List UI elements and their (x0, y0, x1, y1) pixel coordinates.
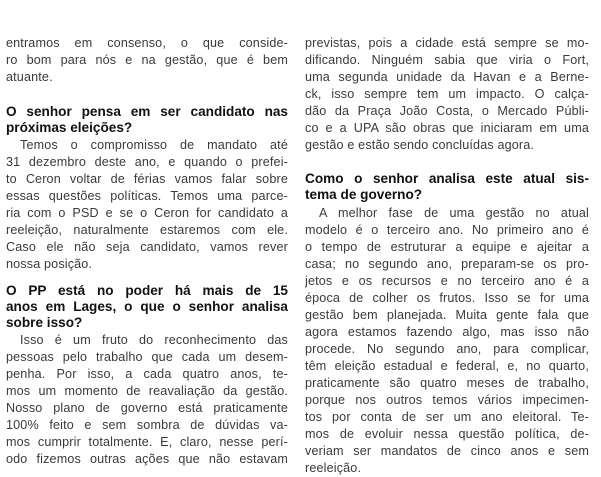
text-line: ria com o PSD e se o Ceron for candidato a (6, 206, 288, 220)
text-line: Caso ele não seja candidato, vamos rever (6, 240, 288, 254)
question-line: sobre isso? (6, 315, 83, 330)
text-line: entramos em consenso, o que conside- (6, 36, 288, 50)
text-line: mos um momento de reavaliação da gestão. (6, 384, 288, 398)
question-line: tema de governo? (305, 187, 423, 202)
text-line: agora estamos fazendo algo, mas isso não (305, 325, 589, 339)
text-line: Temos o compromisso de mandato até (20, 138, 288, 152)
text-line: modelo é o terceiro ano. No primeiro ano é (305, 223, 589, 237)
text-line: veriam ser mandatos de cinco anos e sem (305, 444, 589, 458)
text-line: reeleição, naturalmente estaremos com ele. (6, 223, 288, 237)
text-line: pessoas pelo trabalho que cada um desem- (6, 350, 288, 364)
text-line: dificando. Ninguém sabia que viria o Fort, (305, 53, 589, 67)
question-line: O senhor pensa em ser candidato nas (6, 104, 288, 119)
text-line: tos por conta de ser um ano eleitoral. Te- (305, 410, 589, 424)
text-line: dão da Praça João Costa, o Mercado Públi- (305, 104, 589, 118)
text-line: Nosso plano de governo está praticamente (6, 401, 288, 415)
text-line: jetos e os recursos e no terceiro ano é a (305, 274, 589, 288)
text-line: mos de evoluir nessa questão política, de- (305, 427, 589, 441)
text-line: ck, isso sempre tem um impacto. O calça- (305, 87, 589, 101)
text-line: reeleição. (305, 461, 362, 475)
text-line: odo fizemos outras ações que não estavam (6, 452, 288, 466)
text-line: época de colher os frutos. Isso se for uma (305, 291, 589, 305)
text-line: casa; no segundo ano, preparam-se os pro- (305, 257, 589, 271)
text-line: porque nos outros temos vários impecimen- (305, 393, 589, 407)
text-line: ro bom para nós e na gestão, que é bem (6, 53, 288, 67)
right-column (305, 0, 589, 475)
text-line: o tempo de estruturar a equipe e ajeitar a (305, 240, 589, 254)
question-line: anos em Lages, o que o senhor analisa (6, 299, 288, 314)
text-line: 31 dezembro deste ano, e quando o prefei- (6, 155, 288, 169)
text-line: co e a UPA são obras que iniciaram em uma (305, 121, 589, 135)
text-line: mos cumprir totalmente. E, claro, nesse perí- (6, 435, 288, 449)
question-line: O PP está no poder há mais de 15 (6, 283, 288, 298)
text-line: to Ceron voltar de férias vamos falar sobre (6, 172, 288, 186)
text-line: Isso é um fruto do reconhecimento das (20, 333, 288, 347)
text-line: praticamente são quatro meses de trabalho, (305, 376, 589, 390)
text-line: uma segunda unidade da Havan e a Berne- (305, 70, 589, 84)
text-line: gestão e estão sendo concluídas agora. (305, 138, 535, 152)
text-line: 100% feito e sem sombra de dúvidas va- (6, 418, 288, 432)
question-line: próximas eleições? (6, 120, 133, 135)
text-line: têm eleição estadual e federal, e, no quarto, (305, 359, 589, 373)
text-line: atuante. (6, 70, 53, 84)
text-line: nossa posição. (6, 257, 93, 271)
text-line: essas questões políticas. Temos uma parce- (6, 189, 288, 203)
text-line: procede. No segundo ano, para complicar, (305, 342, 589, 356)
text-line: previstas, pois a cidade está sempre se mo- (305, 36, 589, 50)
text-line: penha. Por isso, a cada quatro anos, te- (6, 367, 288, 381)
text-line: A melhor fase de uma gestão no atual (319, 206, 589, 220)
text-line: gestão bem planejada. Muita gente fala que (305, 308, 589, 322)
question-line: Como o senhor analisa este atual sis- (305, 171, 589, 186)
left-column (6, 0, 288, 475)
